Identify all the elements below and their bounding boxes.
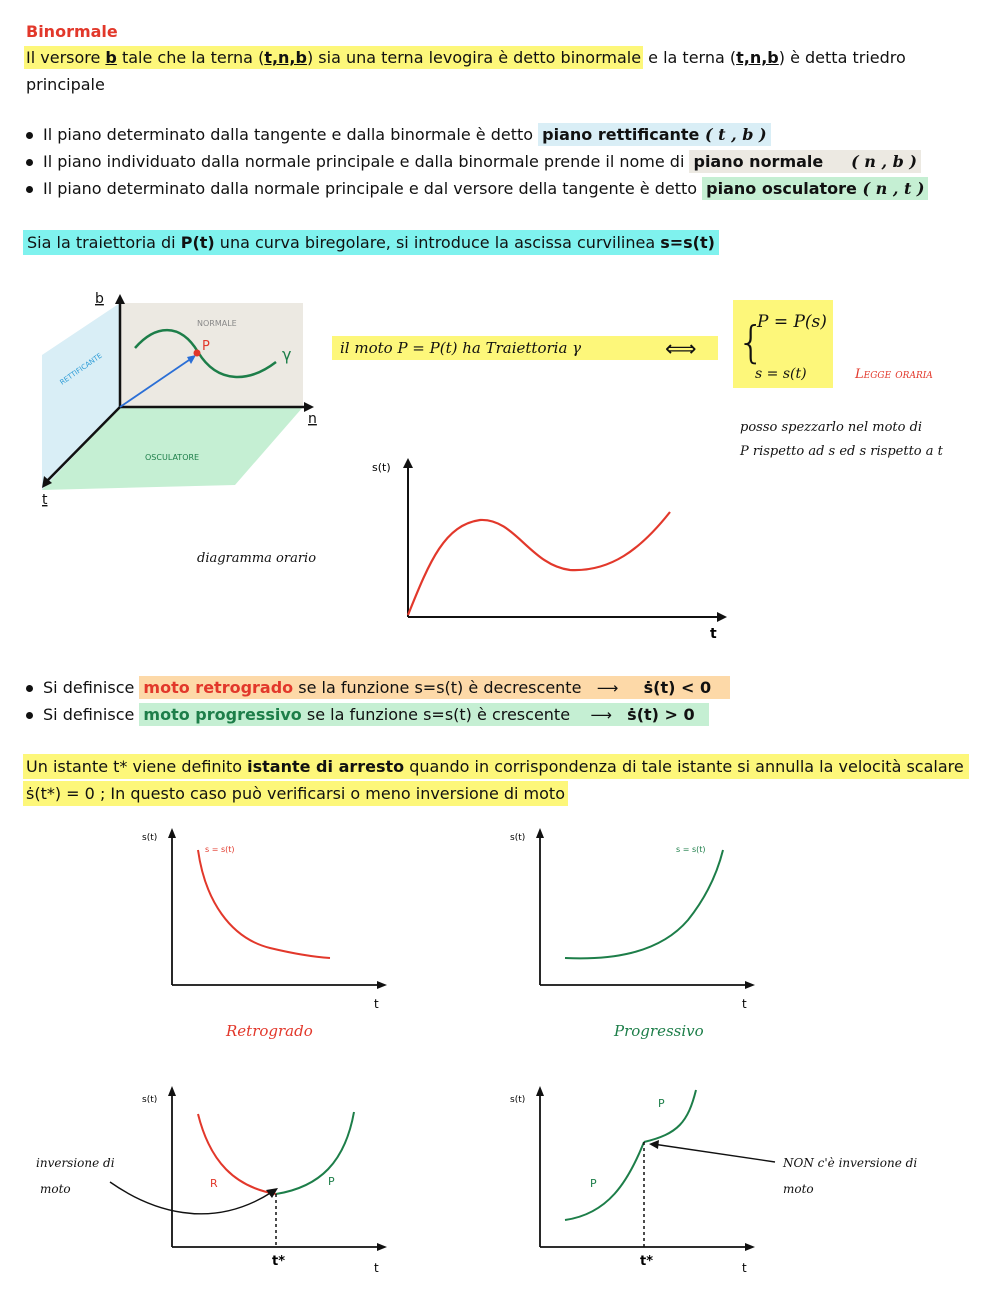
bullet-icon	[26, 186, 33, 193]
svg-text:t: t	[42, 492, 48, 508]
svg-text:t*: t*	[640, 1254, 654, 1269]
svg-text:t: t	[710, 626, 717, 642]
svg-text:s = s(t): s = s(t)	[205, 845, 235, 854]
svg-text:t: t	[742, 997, 747, 1011]
plane-normale-item: Il piano individuato dalla normale principale e dalla binormale prende il nome di piano normale ( n , b )	[26, 152, 921, 171]
svg-text:b: b	[95, 291, 104, 307]
prog-branch-2	[644, 1090, 696, 1142]
decompose-note-2: P rispetto ad s ed s rispetto a t	[740, 444, 943, 459]
eq-p-of-s: P = P(s)	[757, 312, 827, 332]
plane-osculatore-item: Il piano determinato dalla normale principale e dal versore della tangente è detto piano osculatore ( n , t )	[26, 179, 928, 198]
no-inversion-graph	[508, 1082, 768, 1282]
decreasing-curve	[198, 850, 330, 958]
intro-line-1: Il versore b tale che la terna (t,n,b) sia una terna levogira è detto binormale e la terna (t,n,b) è detta triedro	[26, 48, 906, 67]
svg-text:P: P	[202, 339, 210, 354]
svg-text:s(t): s(t)	[142, 833, 158, 843]
bullet-icon	[26, 685, 33, 692]
no-inversion-note-1: NON c'è inversione di	[783, 1156, 918, 1170]
retrogrado-title: Retrogrado	[226, 1022, 313, 1040]
biregular-statement: Sia la traiettoria di P(t) una curva biregolare, si introduce la ascissa curvilinea s=s(t)	[23, 230, 719, 255]
svg-text:s(t): s(t)	[372, 461, 391, 474]
bullet-icon	[26, 712, 33, 719]
arrest-line-2: ṡ(t*) = 0 ; In questo caso può verificarsi o meno inversione di moto	[23, 781, 568, 806]
progressivo-graph	[508, 820, 768, 1020]
equivalence-arrow-icon: ⟺	[665, 337, 697, 362]
motion-statement: il moto P = P(t) ha Traiettoria γ	[332, 336, 718, 360]
svg-text:s(t): s(t)	[510, 1095, 526, 1105]
intro-line-2: principale	[26, 75, 105, 94]
bullet-icon	[26, 132, 33, 139]
retrogrado-graph	[140, 820, 400, 1020]
svg-text:n: n	[308, 411, 317, 427]
svg-text:P: P	[658, 1097, 665, 1110]
def-progressivo: Si definisce moto progressivo se la funzione s=s(t) è crescente ⟶ ṡ(t) > 0	[26, 705, 709, 724]
svg-text:t: t	[374, 997, 379, 1011]
eq-s-of-t: s = s(t)	[755, 366, 807, 382]
svg-text:t*: t*	[272, 1254, 286, 1269]
point-p	[194, 350, 201, 357]
svg-text:OSCULATORE: OSCULATORE	[145, 453, 200, 462]
bullet-icon	[26, 159, 33, 166]
plane-rettificante-item: Il piano determinato dalla tangente e dalla binormale è detto piano rettificante ( t , b )	[26, 125, 771, 144]
svg-text:NORMALE: NORMALE	[197, 319, 237, 328]
inversion-note-1: inversione di	[36, 1156, 115, 1170]
svg-text:s(t): s(t)	[510, 833, 526, 843]
increasing-curve	[565, 850, 723, 958]
legge-box	[733, 300, 833, 388]
svg-text:γ: γ	[282, 345, 292, 364]
arrest-line-1: Un istante t* viene definito istante di arresto quando in corrispondenza di tale istante si annulla la velocità scalare	[23, 754, 969, 779]
no-inversion-note-2: moto	[783, 1182, 814, 1196]
svg-text:s(t): s(t)	[142, 1095, 158, 1105]
decompose-note-1: posso spezzarlo nel moto di	[740, 420, 923, 435]
hourly-diagram	[365, 450, 745, 645]
svg-text:RETTIFICANTE: RETTIFICANTE	[58, 351, 104, 387]
no-inversion-arrow-icon	[645, 1140, 780, 1170]
triedro-figure	[30, 280, 330, 510]
inversion-arrow-icon	[100, 1170, 290, 1230]
legge-oraria-label: Legge oraria	[855, 367, 933, 382]
svg-text:P: P	[328, 1175, 335, 1188]
prog-branch-1	[565, 1142, 644, 1220]
def-retrogrado: Si definisce moto retrogrado se la funzione s=s(t) è decrescente ⟶ ṡ(t) < 0	[26, 678, 730, 697]
svg-text:s = s(t): s = s(t)	[676, 845, 706, 854]
svg-text:P: P	[590, 1177, 597, 1190]
s-of-t-curve	[408, 512, 670, 615]
inversion-note-2: moto	[40, 1182, 71, 1196]
page-title: Binormale	[26, 22, 118, 41]
curly-brace: {	[737, 317, 765, 368]
svg-text:R: R	[210, 1177, 218, 1190]
progressivo-title: Progressivo	[614, 1022, 704, 1040]
diagram-label: diagramma orario	[197, 551, 317, 566]
svg-text:t: t	[742, 1261, 747, 1275]
svg-text:t: t	[374, 1261, 379, 1275]
